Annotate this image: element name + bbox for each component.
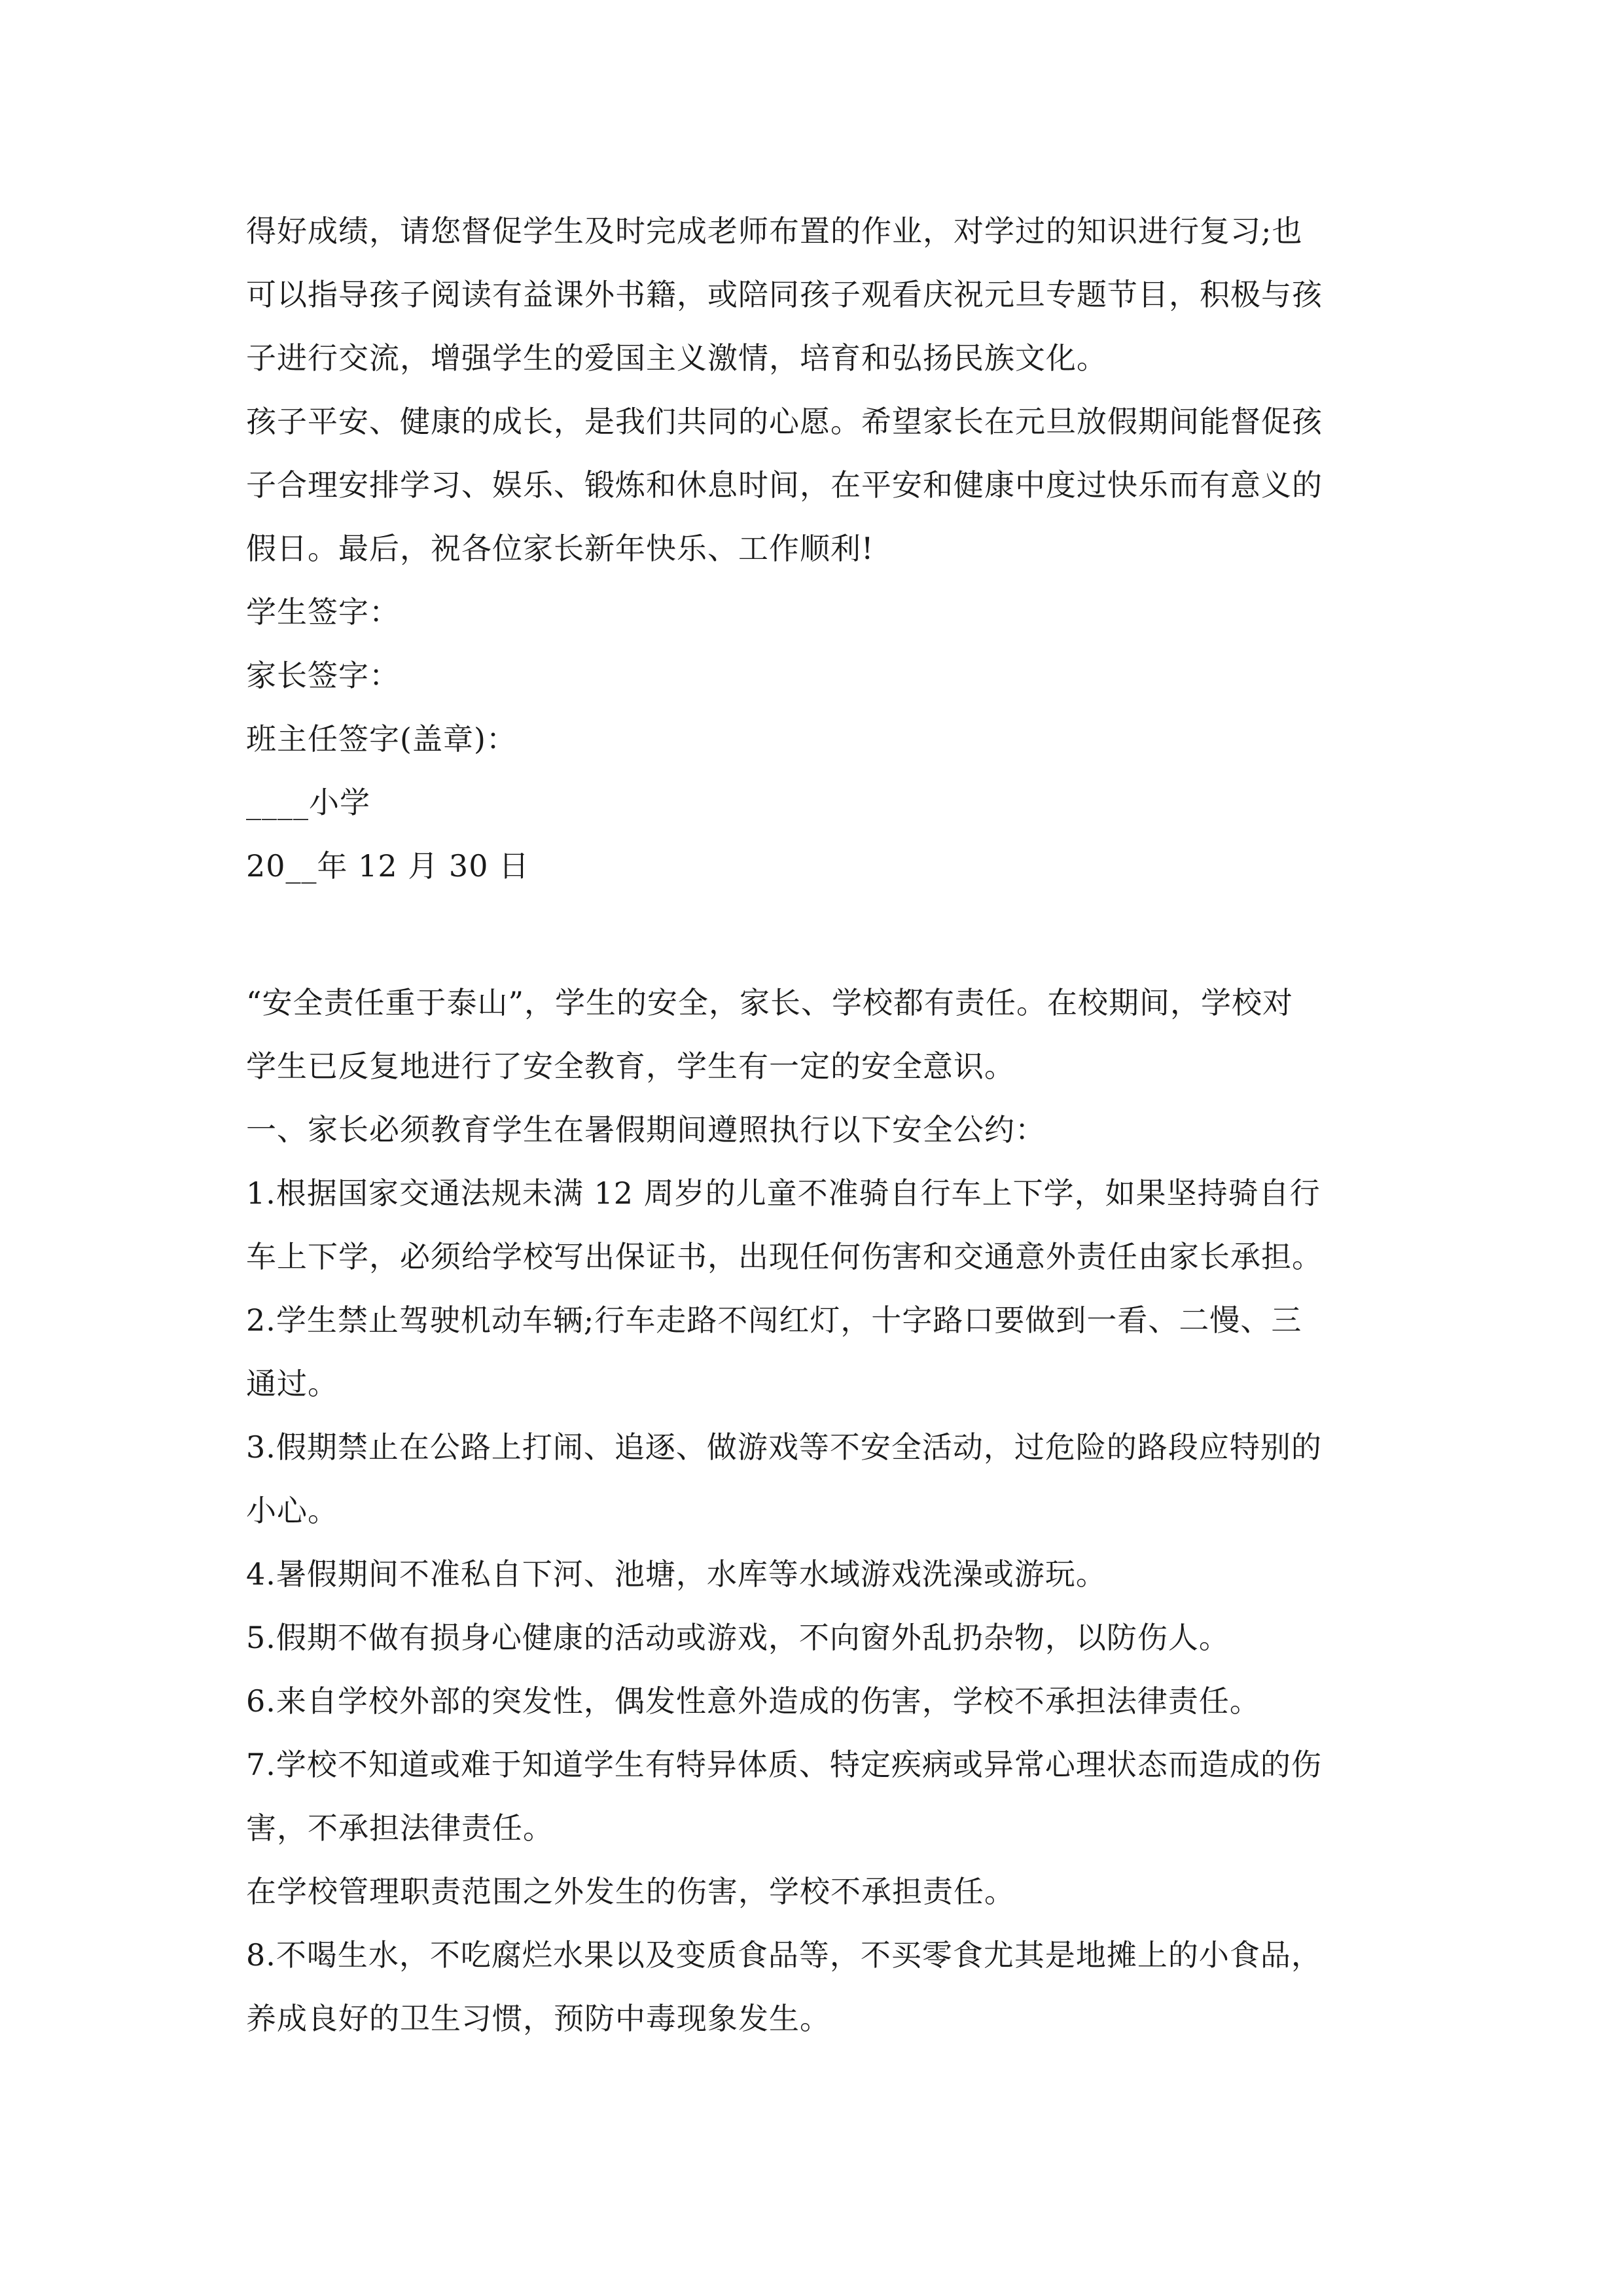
list-item: 7.学校不知道或难于知道学生有特异体质、特定疾病或异常心理状态而造成的伤 [246, 1747, 1322, 1782]
list-item: 4.暑假期间不准私自下河、池塘，水库等水域游戏洗澡或游玩。 [246, 1556, 1107, 1592]
list-item: 车上下学，必须给学校写出保证书，出现任何伤害和交通意外责任由家长承担。 [246, 1239, 1323, 1274]
notice-closing-section [246, 200, 1385, 898]
list-item: 8.不喝生水，不吃腐烂水果以及变质食品等，不买零食尤其是地摊上的小食品， [246, 1937, 1322, 1973]
list-item: 在学校管理职责范围之外发生的伤害，学校不承担责任。 [246, 1874, 1015, 1909]
student-signature-label: 学生签字： [246, 594, 400, 630]
text-line: 孩子平安、健康的成长，是我们共同的心愿。希望家长在元旦放假期间能督促孩 [246, 404, 1323, 439]
list-item: 养成良好的卫生习惯，预防中毒现象发生。 [246, 2001, 830, 2036]
list-item: 通过。 [246, 1366, 338, 1401]
text-line: 子合理安排学习、娱乐、锻炼和休息时间，在平安和健康中度过快乐而有意义的 [246, 467, 1323, 503]
section-heading: 一、家长必须教育学生在暑假期间遵照执行以下安全公约： [246, 1112, 1046, 1147]
safety-agreement-section [246, 971, 1385, 2051]
teacher-signature-label: 班主任签字(盖章)： [246, 721, 517, 757]
list-item: 3.假期禁止在公路上打闹、追逐、做游戏等不安全活动，过危险的路段应特别的 [246, 1429, 1322, 1465]
list-item: 害，不承担法律责任。 [246, 1810, 554, 1846]
text-line: 得好成绩，请您督促学生及时完成老师布置的作业，对学过的知识进行复习;也 [246, 213, 1303, 249]
date-line: 20__年 12 月 30 日 [246, 848, 530, 884]
list-item: 6.来自学校外部的突发性，偶发性意外造成的伤害，学校不承担法律责任。 [246, 1683, 1260, 1719]
text-line: 可以指导孩子阅读有益课外书籍，或陪同孩子观看庆祝元旦专题节目，积极与孩 [246, 277, 1323, 312]
text-line: “安全责任重于泰山”，学生的安全，家长、学校都有责任。在校期间，学校对 [246, 985, 1294, 1020]
school-name-line: ____小学 [246, 785, 370, 820]
parent-signature-label: 家长签字： [246, 658, 400, 693]
list-item: 小心。 [246, 1493, 338, 1528]
list-item: 5.假期不做有损身心健康的活动或游戏，不向窗外乱扔杂物，以防伤人。 [246, 1620, 1230, 1655]
text-line: 子进行交流，增强学生的爱国主义激情，培育和弘扬民族文化。 [246, 340, 1107, 376]
list-item: 1.根据国家交通法规未满 12 周岁的儿童不准骑自行车上下学，如果坚持骑自行 [246, 1175, 1321, 1211]
list-item: 2.学生禁止驾驶机动车辆;行车走路不闯红灯，十字路口要做到一看、二慢、三 [246, 1302, 1302, 1338]
text-line: 假日。最后，祝各位家长新年快乐、工作顺利! [246, 531, 874, 566]
text-line: 学生已反复地进行了安全教育，学生有一定的安全意识。 [246, 1049, 1015, 1084]
